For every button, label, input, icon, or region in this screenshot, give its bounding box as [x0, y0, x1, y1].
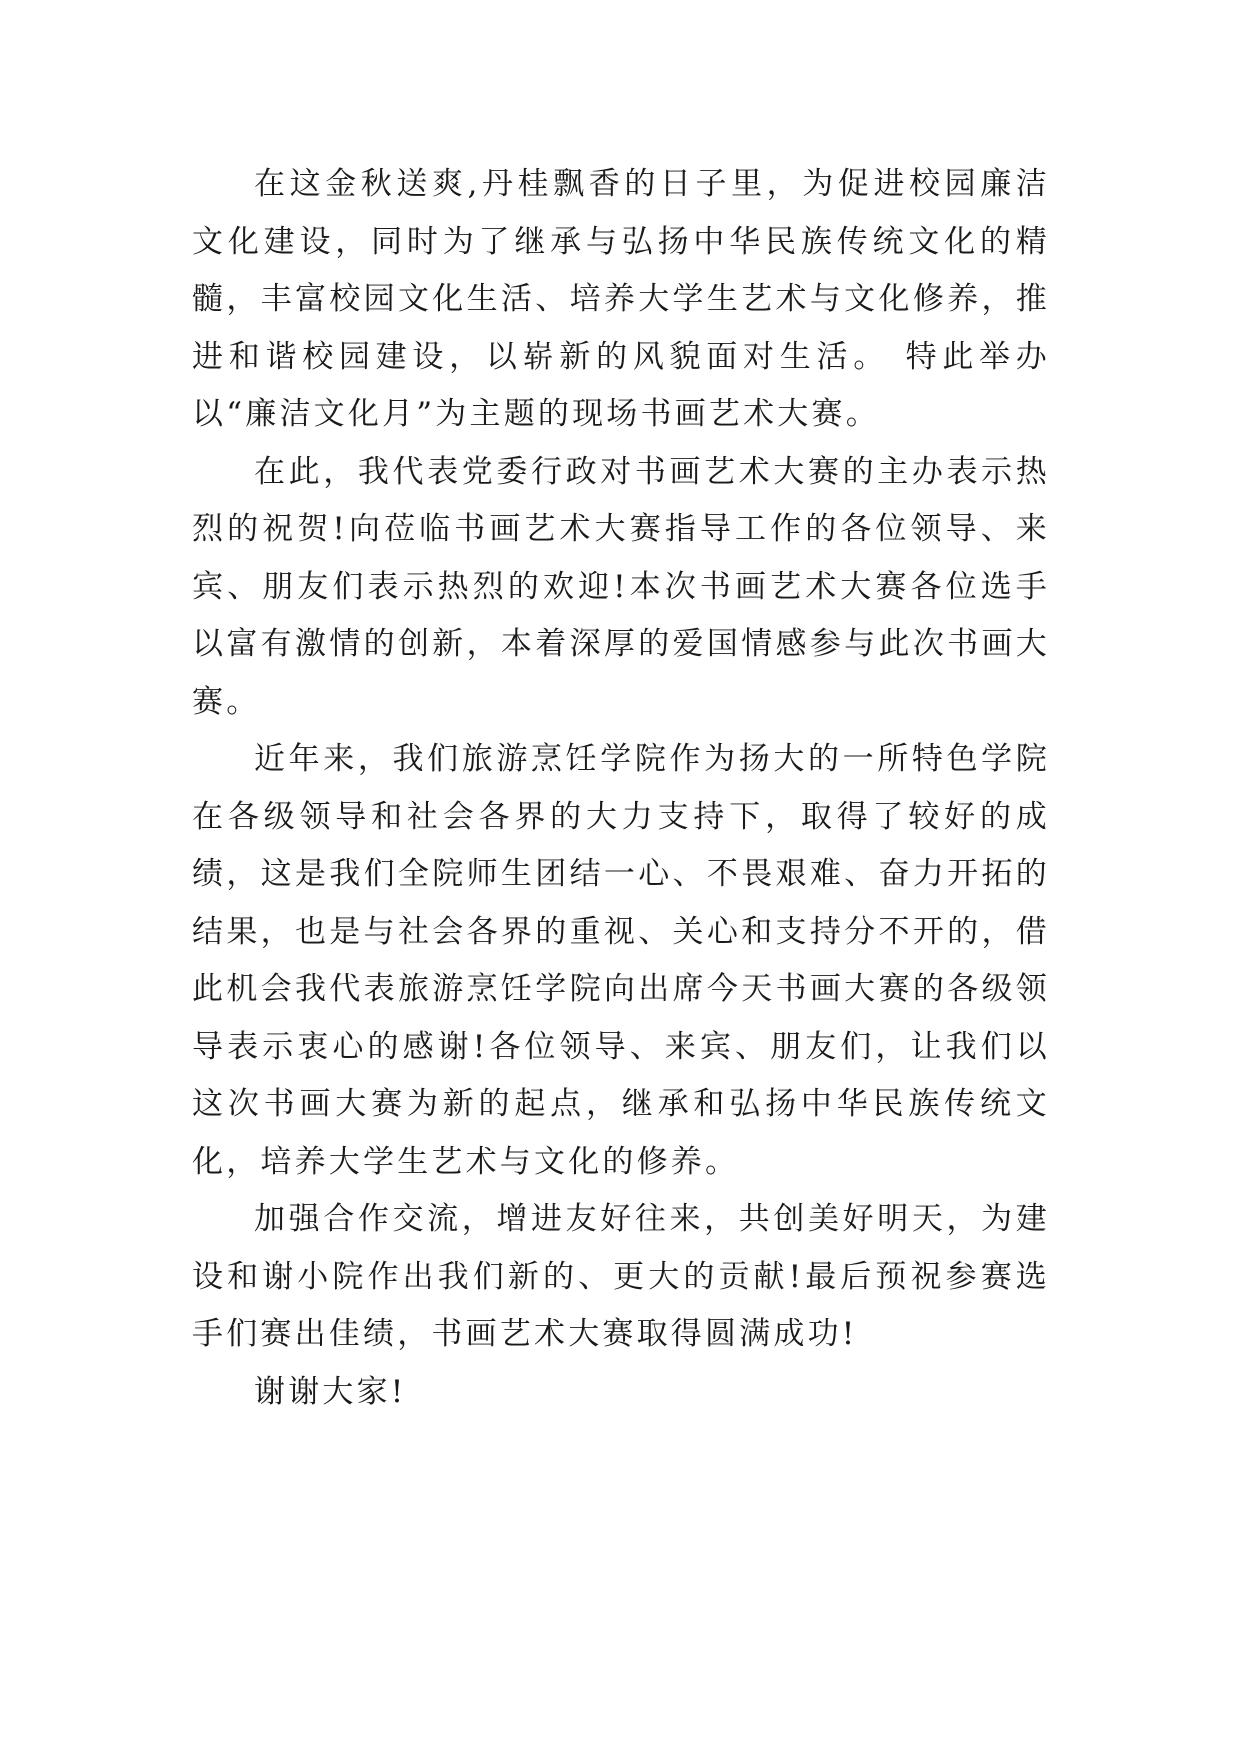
speech-body: [192, 156, 1050, 1421]
paragraph-opening: 在这金秋送爽,丹桂飘香的日子里，为促进校园廉洁文化建设，同时为了继承与弘扬中华民族传统文化的精髓，丰富校园文化生活、培养大学生艺术与文化修养，推进和谐校园建设，以崭新的风貌面对生活。 特此举办以“廉洁文化月”为主题的现场书画艺术大赛。: [192, 166, 1050, 432]
paragraph-thanks: 谢谢大家!: [254, 1373, 407, 1410]
paragraph-congratulations: 在此，我代表党委行政对书画艺术大赛的主办表示热烈的祝贺!向莅临书画艺术大赛指导工作的各位领导、来宾、朋友们表示热烈的欢迎!本次书画艺术大赛各位选手以富有激情的创新，本着深厚的爱国情感参与此次书画大赛。: [192, 453, 1050, 720]
paragraph-closing-wishes: 加强合作交流，增进友好往来，共创美好明天，为建设和谢小院作出我们新的、更大的贡献!最后预祝参赛选手们赛出佳绩，书画艺术大赛取得圆满成功!: [192, 1201, 1050, 1352]
paragraph-achievements: 近年来，我们旅游烹饪学院作为扬大的一所特色学院在各级领导和社会各界的大力支持下，取得了较好的成绩，这是我们全院师生团结一心、不畏艰难、奋力开拓的结果，也是与社会各界的重视、关心和支持分不开的，借此机会我代表旅游烹饪学院向出席今天书画大赛的各级领导表示衷心的感谢!各位领导、来宾、朋友们，让我们以这次书画大赛为新的起点，继承和弘扬中华民族传统文化，培养大学生艺术与文化的修养。: [192, 741, 1050, 1180]
